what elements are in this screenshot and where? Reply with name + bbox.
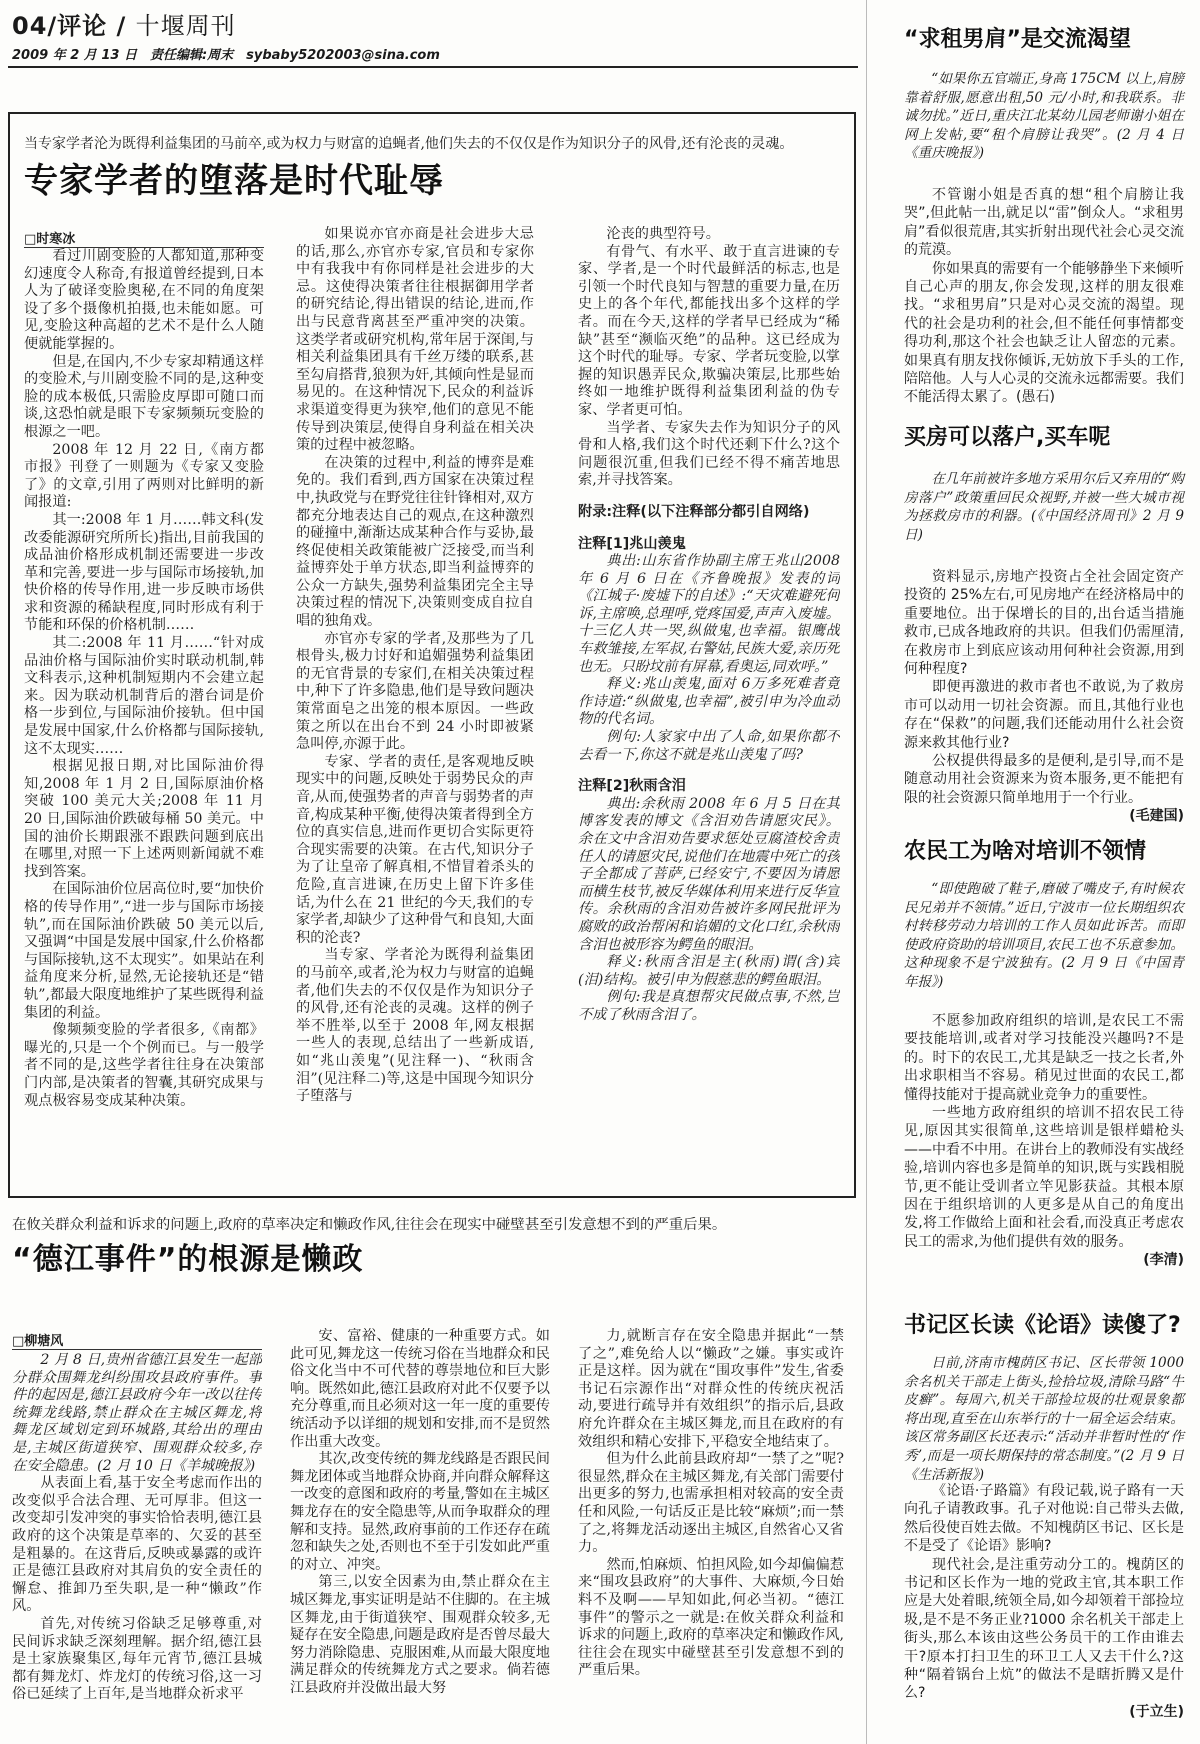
paragraph: 从表面上看,基于安全考虑而作出的改变似乎合法合理、无可厚非。但这一改变却引发冲突的事实恰恰表明,德江县政府的这个决策是草率的、欠妥的甚至是粗暴的。在这背后,反映或暴露的或许正是德江县政府对其肩负的安全责任的懈怠、推卸乃至失职,是一种“懒政”作风。 (12, 1475, 262, 1615)
paragraph: 在决策的过程中,利益的博弈是难免的。我们看到,西方国家在决策过程中,执政党与在野党往往针锋相对,双方都充分地表达自己的观点,在这种激烈的碰撞中,渐渐达成某种合作与妥协,最终促使相关政策能被广泛接受,而当利益博弈处于单方状态,即当利益博弈的公众一方缺失,强势利益集团完全主导决策过程的情况下,决策则变成自拉自唱的独角戏。 (296, 454, 534, 630)
commentary-sidebar (880, 0, 1192, 1744)
paragraph: 安、富裕、健康的一种重要方式。如此可见,舞龙这一传统习俗在当地群众和民俗文化当中不可代替的尊崇地位和巨大影响。既然如此,德江县政府对此不仅要予以充分尊重,而且必须对这一年一度的重要传统活动予以详细的规划和安排,而不是贸然作出重大改变。 (290, 1328, 550, 1450)
sidebar-quote-1: “如果你五官端正,身高 175CM 以上,肩膀靠着舒服,愿意出租,50 元/小时,和我联系。非诚勿扰。”近日,重庆江北某幼儿园老师谢小姐在网上发帖,要“租个肩膀让我哭”。(2 月 4 日《重庆晚报》) (904, 71, 1184, 162)
article1-headline: 专家学者的堕落是时代耻辱 (24, 161, 444, 201)
paragraph: 当学者、专家失去作为知识分子的风骨和人格,我们这个时代还剩下什么?这个问题很沉重,但我们已经不得不痛苦地思索,并寻找答案。 (578, 419, 840, 489)
author-signature: (毛建国) (1129, 808, 1184, 825)
sidebar-title-1: “求租男肩”是交流渴望 (904, 27, 1131, 52)
paragraph: 沦丧的典型符号。 (606, 226, 720, 242)
article2-column-1 (12, 1352, 262, 1740)
paragraph: 2 月 8 日,贵州省德江县发生一起部分群众围舞龙纠纷围攻县政府事件。事件的起因是,德江县政府今年一改以往传统舞龙线路,禁止群众在主城区舞龙,将舞龙区域划定到环城路,其给出的理由是,主城区街道狭窄、围观群众较多,存在安全隐患。(2 月 10 日《羊城晚报》) (12, 1352, 262, 1474)
sidebar-quote-3: “即使跑破了鞋子,磨破了嘴皮子,有时候农民兄弟并不领情。”近日,宁波市一位长期组织农村转移劳动力培训的工作人员如此诉苦。而即使政府资助的培训项目,农民工也不乐意参加。这种现象不是宁波独有。(2 月 9 日《中国青年报》) (904, 881, 1184, 990)
paragraph: 2008 年 12 月 22 日,《南方都市报》刊登了一则题为《专家又变脸了》的文章,引用了两则对比鲜明的新闻报道: (24, 441, 264, 511)
paragraph: 即便再激进的救市者也不敢说,为了救房市可以动用一切社会资源。而且,其他行业也存在“保救”的问题,我们还能动用什么社会资源来救其他行业? (904, 679, 1184, 751)
paragraph: 如果说亦官亦商是社会进步大忌的话,那么,亦官亦专家,官员和专家你中有我我中有你同样是社会进步的大忌。这使得决策者往往根据御用学者的研究结论,得出错误的结论,进而,作出与民意背离甚至严重冲突的决策。这类学者或研究机构,常年居于深闺,与相关利益集团具有千丝万缕的联系,甚至勾肩搭背,狼狈为奸,其倾向性是显而易见的。在这种情况下,民众的利益诉求渠道变得更为狭窄,他们的意见不能传导到决策层,使得自身利益在相关决策的过程中被忽略。 (296, 226, 534, 454)
paragraph: 像频频变脸的学者很多,《南都》曝光的,只是一个个例而已。与一般学者不同的是,这些学者往往身在决策部门内部,是决策者的智囊,其研究成果与观点极容易变成某种决策。 (24, 1022, 264, 1109)
sidebar-title-4: 书记区长读《论语》读傻了? (904, 1313, 1181, 1338)
header-rule (8, 66, 858, 68)
paragraph: 有骨气、有水平、敢于直言进谏的专家、学者,是一个时代最鲜活的标志,也是引领一个时代良知与智慧的重要力量,在历史上的各个年代,都能找出多个这样的学者。而在今天,这样的学者早已经成为“稀缺”甚至“濒临灭绝”的品种。这已经成为这个时代的耻辱。专家、学者玩变脸,以掌握的知识愚弄民众,欺骗决策层,比那些始终如一地维护既得利益集团利益的伪专家、学者更可怕。 (578, 243, 840, 418)
author-signature: (于立生) (1129, 1703, 1184, 1720)
paragraph: 现代社会,是注重劳动分工的。槐荫区的书记和区长作为一地的党政主官,其本职工作应是大处着眼,统领全局,如今却领着干部捡垃圾,是不是不务正业?1000 余名机关干部走上街头,那么本该由这些公务员干的工作由谁去干?原本打扫卫生的环卫工人又去干什么?这种“隔着锅台上炕”的做法不是瞎折腾又是什么? (904, 1556, 1184, 1702)
column-divider (866, 0, 867, 1744)
paragraph: 其二:2008 年 11 月……“针对成品油价格与国际油价实时联动机制,韩文科表示,这种机制短期内不会建立起来。因为联动机制背后的潜台词是价格一步到位,与国际油价接轨。但中国是发展中国家,什么价格都与国际接轨,这不太现实…… (24, 635, 264, 757)
paragraph: 资料显示,房地产投资占全社会固定资产投资的 25%左右,可见房地产在经济格局中的重要地位。出于保增长的目的,出台适当措施救市,已成各地政府的共识。但我们仍需厘清,在救房市上到底应该动用何种社会资源,用到何种程度? (904, 569, 1184, 678)
paragraph: 不管谢小姐是否真的想“租个肩膀让我哭”,但此帖一出,就足以“雷”倒众人。“求租男肩”看似很荒唐,其实折射出现代社会心灵交流的荒漠。 (904, 187, 1184, 259)
article1-byline: □时寒冰 (24, 228, 264, 248)
note1-origin: 典出:山东省作协副主席王兆山2008 年 6 月 6 日在《齐鲁晚报》发表的词《江城子·废墟下的自述》:“天灾难避死何诉,主席唤,总理呼,党疼国爱,声声入废墟。十三亿人共一哭,纵做鬼,也幸福。银鹰战车救雏接,左军叔,右警姑,民族大爱,亲历死也无。只盼坟前有屏幕,看奥运,同欢呼。” (578, 553, 840, 675)
article1-column-3 (578, 226, 840, 1188)
paragraph: 然而,怕麻烦、怕担风险,如今却偏偏惹来“围攻县政府”的大事件、大麻烦,今日始料不及啊——早知如此,何必当初。“德江事件”的警示之一就是:在攸关群众利益和诉求的问题上,政府的草率决定和懒政作风,往往会在现实中碰壁甚至引发意想不到的严重后果。 (578, 1556, 844, 1679)
paragraph: 力,就断言存在安全隐患并据此“一禁了之”,难免给人以“懒政”之嫌。事实或许正是这样。因为就在“围攻事件”发生,省委书记石宗源作出“对群众性的传统庆祝活动,要进行疏导并有效组织”的指示后,县政府允许群众在主城区舞龙,而且在政府的有效组织和精心安排下,平稳安全地结束了。 (578, 1328, 844, 1450)
paragraph: 根据见报日期,对比国际油价得知,2008 年 1 月 2 日,国际原油价格突破 100 美元大关;2008 年 11 月 20 日,国际油价跌破每桶 50 美元。中国的油价长期跟涨不跟跌问题到底出在哪里,对照一下上述两则新闻就不难找到答案。 (24, 758, 264, 880)
sidebar-quote-4: 日前,济南市槐荫区书记、区长带领 1000 余名机关干部走上街头,捡拾垃圾,清除马路“牛皮癣”。每周六,机关干部捡垃圾的壮观景象都将出现,直至在山东举行的十一届全运会结束。该区常务副区长还表示:“活动并非暂时性的‘作秀’,而是一项长期保持的常态制度。”(2 月 9 日《生活新报》) (904, 1355, 1184, 1483)
paragraph: 专家、学者的责任,是客观地反映现实中的问题,反映处于弱势民众的声音,从而,使强势者的声音与弱势者的声音,构成某种平衡,使得决策者得到全方位的真实信息,进而作更切合实际更符合现实需要的决策。在古代,知识分子为了让皇帝了解真相,不惜冒着杀头的危险,直言进谏,在历史上留下许多佳话,为什么在 21 世纪的今天,我们的专家学者,却缺少了这种骨气和良知,大面积的沦丧? (296, 753, 534, 946)
sidebar-body-3 (904, 1012, 1184, 1270)
article1-lede: 当专家学者沦为既得利益集团的马前卒,或为权力与财富的追蝇者,他们失去的不仅仅是作为知识分子的风骨,还有沦丧的灵魂。 (24, 136, 794, 152)
paragraph: 第三,以安全因素为由,禁止群众在主城区舞龙,事实证明是站不住脚的。在主城区舞龙,由于街道狭窄、围观群众较多,无疑存在安全隐患,问题是政府是否曾尽最大努力消除隐患、克服困难,从而最大限度地满足群众的传统舞龙方式之要求。倘若德江县政府并没做出最大努 (290, 1574, 550, 1696)
sidebar-title-3: 农民工为啥对培训不领情 (904, 839, 1147, 864)
article1-column-2 (296, 226, 534, 1188)
masthead: 04/评论 / 十堰周刊 (12, 12, 236, 40)
paragraph: 看过川剧变脸的人都知道,那种变幻速度令人称奇,有报道曾经提到,日本人为了破译变脸奥秘,在不同的角度架设了多个摄像机拍摄,也未能如愿。可见,变脸这种高超的艺术不是什么人随便就能掌握的。 (24, 248, 264, 352)
article2-column-3 (578, 1328, 844, 1740)
paragraph: 亦官亦专家的学者,及那些为了几根骨头,极力讨好和追媚强势利益集团的无官背景的专家们,在相关决策过程中,种下了许多隐患,他们是导致问题决策常面皂之出笼的根本原因。一些政策之所以在出台不到 24 小时即被紧急叫停,亦源于此。 (296, 630, 534, 753)
article2-headline: “德江事件”的根源是懒政 (12, 1242, 364, 1277)
sidebar-quote-2: 在几年前被许多地方采用尔后又弃用的“购房落户”政策重回民众视野,并被一些大城市视为拯救房市的利器。(《中国经济周刊》2 月 9 日) (904, 471, 1184, 543)
paragraph: 你如果真的需要有一个能够静坐下来倾听自己心声的朋友,你会发现,这样的朋友很难找。“求租男肩”只是对心灵交流的渴望。现代的社会是功利的社会,但不能任何事情都变得功利,那这个社会也缺乏让人留恋的元素。如果真有朋友找你倾诉,无妨放下手头的工作,陪陪他。人与人心灵的交流永远都需要。我们不能活得太累了。(愚石) (904, 260, 1184, 406)
author-signature: (李清) (1143, 1252, 1184, 1269)
note1-title: 注释[1]兆山羡鬼 (578, 535, 686, 552)
article2-column-2 (290, 1328, 550, 1740)
sidebar-body-4 (904, 1482, 1184, 1721)
article2-lede: 在攸关群众利益和诉求的问题上,政府的草率决定和懒政作风,往往会在现实中碰壁甚至引发意想不到的严重后果。 (12, 1217, 727, 1233)
paragraph: 公权提供得最多的是便利,是引导,而不是随意动用社会资源来为资本服务,更不能把有限的社会资源只简单地用于一个行业。 (904, 753, 1184, 806)
note2-example: 例句:我是真想帮灾民做点事,不然,岂不成了秋雨含泪了。 (578, 989, 840, 1023)
paragraph: 但是,在国内,不少专家却精通这样的变脸术,与川剧变脸不同的是,这种变脸的成本极低,只需脸皮厚即可随口而谈,这恐怕就是眼下专家频频玩变脸的根源之一吧。 (24, 353, 264, 440)
sidebar-body-1 (904, 186, 1184, 407)
section-label: 04/评论 (12, 12, 108, 40)
paragraph: 其次,改变传统的舞龙线路是否跟民间舞龙团体或当地群众协商,并向群众解释这一改变的意图和政府的考量,警如在主城区舞龙存在的安全隐患等,从而争取群众的理解和支持。显然,政府事前的工作还存在疏忽和缺失之处,否则也不至于引发如此严重的对立、冲突。 (290, 1451, 550, 1573)
paragraph: 当专家、学者沦为既得利益集团的马前卒,或者,沦为权力与财富的追蝇者,他们失去的不仅仅是作为知识分子的风骨,还有沦丧的灵魂。这样的例子举不胜举,以至于 2008 年,网友根据一些人的表现,总结出了一些新成语,如“兆山羡鬼”(见注释一)、“秋雨含泪”(见注释二)等,这是中国现今知识分子堕落与 (296, 947, 534, 1105)
note2-origin: 典出:余秋雨 2008 年 6 月 5 日在其博客发表的博文《含泪劝告请愿灾民》。余在文中含泪劝告要求惩处豆腐渣校舍责任人的请愿灾民,说他们在地震中死亡的孩子全都成了菩萨,已经安宁,不要因为请愿而横生枝节,被反华媒体利用来进行反华宣传。余秋雨的含泪劝告被许多网民批评为腐败的政治帮闲和谄媚的文化口红,余秋雨含泪也被形容为鳄鱼的眼泪。 (578, 795, 840, 953)
article1-column-1 (24, 248, 264, 1188)
paragraph: 不愿参加政府组织的培训,是农民工不需要技能培训,或者对学习技能没兴趣吗?不是的。时下的农民工,尤其是缺乏一技之长者,外出求职相当不容易。稍见过世面的农民工,都懂得技能对于提高就业竞争力的重要性。 (904, 1013, 1184, 1103)
note2-meaning: 释义:秋雨含泪是主(秋雨)谓(含)宾(泪)结构。被引申为假慈悲的鳄鱼眼泪。 (578, 954, 840, 988)
paragraph: 其一:2008 年 1 月……韩文科(发改委能源研究所所长)指出,目前我国的成品油价格形成机制还需要进一步改革和完善,要进一步与国际市场接轨,加快价格的传导作用,进一步反映市场供求和资源的稀缺程度,同时形成有利于节能和环保的价格机制…… (24, 511, 264, 634)
paragraph: 《论语·子路篇》有段记载,说子路有一天向孔子请教政事。孔子对他说:自己带头去做,然后役使百姓去做。不知槐荫区书记、区长是不是受了《论语》影响? (904, 1483, 1184, 1555)
paragraph: 在国际油价位居高位时,要“加快价格的传导作用”,“进一步与国际市场接轨”,而在国际油价跌破 50 美元以后,又强调“中国是发展中国家,什么价格都与国际接轨,这不太现实”。如果站在利益角度来分析,显然,无论接轨还是“错轨”,都最大限度地维护了某些既得利益集团的利益。 (24, 881, 264, 1021)
appendix-title: 附录:注释(以下注释部分都引自网络) (578, 503, 810, 520)
paragraph: 首先,对传统习俗缺乏足够尊重,对民间诉求缺乏深刻理解。据介绍,德江县是土家族聚集区,每年元宵节,德江县城都有舞龙灯、炸龙灯的传统习俗,这一习俗已延续了上百年,是当地群众祈求平 (12, 1615, 262, 1703)
article2-byline: □柳塘风 (12, 1330, 262, 1350)
note1-meaning: 释义:兆山羡鬼,面对 6万多死难者竟作诗道:“纵做鬼,也幸福”,被引申为冷血动物的代名词。 (578, 676, 840, 728)
note1-example: 例句:人家家中出了人命,如果你都不去看一下,你这不就是兆山羡鬼了吗? (578, 729, 840, 763)
note2-title: 注释[2]秋雨含泪 (578, 778, 686, 795)
sidebar-body-2 (904, 568, 1184, 826)
paragraph: 一些地方政府组织的培训不招农民工待见,原因其实很简单,这些培训是银样蜡枪头——中看不中用。在讲台上的教师没有实战经验,培训内容也多是简单的知识,既与实践相脱节,更不能让受训者立竿见影获益。其根本原因在于组织培训的人更多是从自己的角度出发,将工作做给上面和社会看,而没真正考虑农民工的需求,为他们提供有效的服务。 (904, 1105, 1184, 1250)
sidebar-title-2: 买房可以落户,买车呢 (904, 425, 1111, 450)
paragraph: 但为什么此前县政府却“一禁了之”呢?很显然,群众在主城区舞龙,有关部门需要付出更多的努力,也需承担相对较高的安全责任和风险,一句话反正是比较“麻烦”;而一禁了之,将舞龙活动逐出主城区,自然省心又省力。 (578, 1451, 844, 1556)
dateline: 2009 年 2 月 13 日 责任编辑:周末 sybaby5202003@sina.com (12, 48, 440, 63)
paper-name: 十堰周刊 (135, 12, 236, 40)
